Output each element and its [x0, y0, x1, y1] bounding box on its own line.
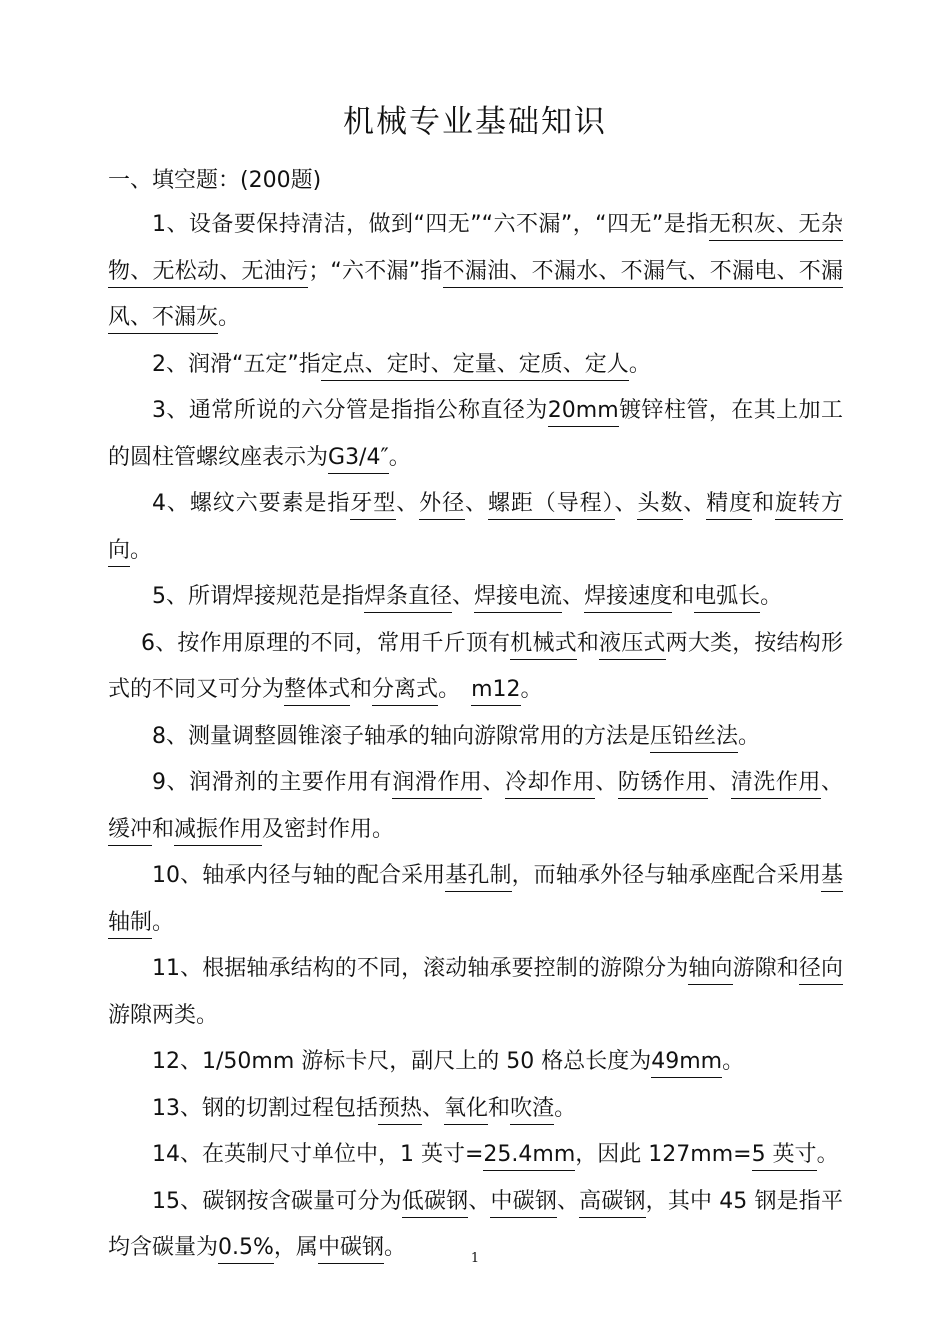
answer-text: 径向	[799, 956, 843, 985]
answer-text: 螺距（导程）	[488, 491, 615, 520]
answer-text: 低碳钢	[402, 1189, 469, 1218]
question-text: ；“六不漏”指	[308, 258, 443, 284]
answer-text: 旋转方向	[108, 491, 843, 567]
answer-text: 氧化	[444, 1096, 488, 1125]
page-number: 1	[470, 1251, 480, 1266]
answer-text: 预热	[378, 1096, 422, 1125]
question-text: 游隙和	[732, 956, 799, 981]
question-text: 、	[452, 584, 475, 609]
question-list	[108, 202, 843, 1272]
question-text: 。	[760, 584, 783, 609]
answer-text: m12	[471, 677, 520, 706]
question-text: ，而轴承外径与轴承座配合采用	[511, 863, 821, 888]
question-text: 5、所谓焊接规范是指	[152, 584, 364, 609]
question-text: 游隙两类。	[108, 1002, 219, 1028]
question-text: 两大类，按结构形式的不同又可分为	[108, 630, 843, 702]
question-text: 2、润滑“五定”指	[152, 351, 321, 377]
question-text: 。	[520, 677, 543, 702]
answer-text: 25.4mm	[483, 1142, 575, 1171]
answer-text: 高碳钢	[579, 1189, 646, 1218]
question-text: 、	[396, 491, 420, 516]
question-text: 。	[816, 1142, 839, 1167]
answer-text: G3/4″	[328, 445, 389, 474]
question-text: 、	[422, 1095, 445, 1121]
question-item	[108, 621, 843, 714]
question-text: 1、设备要保持清洁，做到“四无”“六不漏”，“四无”是指	[152, 212, 709, 237]
answer-text: 轴向	[688, 956, 732, 985]
question-text: 、	[614, 491, 638, 516]
question-text: ，因此 127mm=	[575, 1142, 752, 1167]
question-text: 镀锌柱管，在其上加工的圆柱管螺纹座表示为	[108, 398, 843, 470]
answer-text: 20mm	[548, 398, 619, 427]
answer-text: 减振作用	[174, 817, 262, 846]
question-text: 。	[738, 723, 761, 749]
question-text: 。	[438, 677, 472, 702]
question-item	[108, 342, 843, 389]
question-text: 12、1/50mm 游标卡尺，副尺上的 50 格总长度为	[152, 1049, 652, 1074]
question-text: 13、钢的切割过程包括	[152, 1095, 378, 1121]
question-text: 14、在英制尺寸单位中，1 英寸=	[152, 1142, 484, 1167]
question-text: 和	[576, 630, 600, 656]
question-text: 。	[628, 351, 651, 377]
question-text: 。	[130, 537, 153, 563]
answer-text: 焊条直径	[364, 584, 452, 613]
section-heading: 一、填空题：(200题)	[108, 168, 322, 193]
question-text: 和	[672, 584, 695, 609]
answer-text: 中碳钢	[318, 1235, 384, 1264]
question-item	[108, 946, 843, 1039]
answer-text: 焊接电流	[474, 584, 562, 613]
answer-text: 冷却作用	[505, 770, 595, 799]
question-text: 6、按作用原理的不同，常用千斤顶有	[141, 630, 511, 656]
question-text: 11、根据轴承结构的不同，滚动轴承要控制的游隙分为	[152, 956, 689, 981]
question-text: 、	[820, 770, 843, 795]
answer-text: 整体式	[284, 677, 350, 706]
answer-text: 缓冲	[108, 817, 152, 846]
question-item	[108, 853, 843, 946]
question-text: 15、碳钢按含碳量可分为	[152, 1188, 402, 1214]
answer-text: 防锈作用	[618, 770, 708, 799]
page-title: 机械专业基础知识	[343, 104, 607, 140]
question-text: 、	[708, 770, 731, 795]
question-text: 3、通常所说的六分管是指指公称直径为	[152, 398, 548, 423]
answer-text: 不漏油、不漏水、不漏气、不漏电、不漏风、不漏灰	[108, 259, 843, 335]
answer-text: 机械式	[510, 631, 577, 660]
answer-text: 焊接速度	[584, 584, 672, 613]
answer-text: 分离式	[372, 677, 438, 706]
question-text: 。	[383, 1235, 406, 1260]
question-text: 。	[152, 909, 175, 935]
question-text: ，属	[273, 1235, 318, 1260]
question-text: 8、测量调整圆锥滚子轴承的轴向游隙常用的方法是	[152, 723, 650, 749]
question-item	[108, 760, 843, 853]
question-item	[108, 1039, 843, 1086]
question-text: 。	[554, 1095, 577, 1121]
answer-text: 润滑作用	[392, 770, 482, 799]
question-text: 。	[722, 1049, 745, 1074]
answer-text: 精度	[706, 491, 752, 520]
question-text: 和	[488, 1095, 511, 1121]
question-text: 10、轴承内径与轴的配合采用	[152, 863, 446, 888]
answer-text: 电弧长	[694, 584, 760, 613]
question-text: 4、螺纹六要素是指	[152, 491, 351, 516]
answer-text: 定点、定时、定量、定质、定人	[321, 352, 629, 381]
question-text: 和	[152, 816, 175, 842]
answer-text: 吹渣	[510, 1096, 554, 1125]
question-text: 和	[752, 491, 776, 516]
question-item	[108, 714, 843, 761]
question-item	[108, 388, 843, 481]
question-text: 和	[350, 677, 373, 702]
question-item	[108, 1132, 843, 1179]
answer-text: 牙型	[350, 491, 396, 520]
answer-text: 清洗作用	[731, 770, 821, 799]
question-item	[108, 1086, 843, 1133]
answer-text: 基孔制	[445, 863, 511, 892]
question-text: ，其中 45 钢是指平均含碳量为	[108, 1188, 843, 1260]
question-text: 、	[595, 770, 618, 795]
answer-text: 液压式	[599, 631, 666, 660]
question-text: 。	[218, 305, 241, 330]
answer-text: 49mm	[651, 1049, 722, 1078]
question-item	[108, 481, 843, 574]
answer-text: 5 英寸	[752, 1142, 817, 1171]
answer-text: 中碳钢	[490, 1189, 557, 1218]
question-item	[108, 574, 843, 621]
question-item	[108, 202, 843, 342]
question-text: 、	[556, 1188, 580, 1214]
answer-text: 无积灰、无杂物、无松动、无油污	[108, 212, 843, 288]
question-text: 、	[683, 491, 707, 516]
answer-text: 0.5%	[218, 1235, 274, 1264]
answer-text: 头数	[637, 491, 683, 520]
answer-text: 压铅丝法	[650, 724, 738, 753]
question-text: 、	[562, 584, 585, 609]
question-text: 。	[388, 444, 411, 470]
question-text: 、	[465, 491, 488, 516]
question-text: 、	[482, 770, 506, 795]
question-text: 及密封作用。	[262, 816, 395, 842]
question-text: 、	[468, 1188, 491, 1214]
question-text: 9、润滑剂的主要作用有	[152, 770, 393, 795]
answer-text: 外径	[419, 491, 465, 520]
answer-text: 基轴制	[108, 863, 843, 939]
